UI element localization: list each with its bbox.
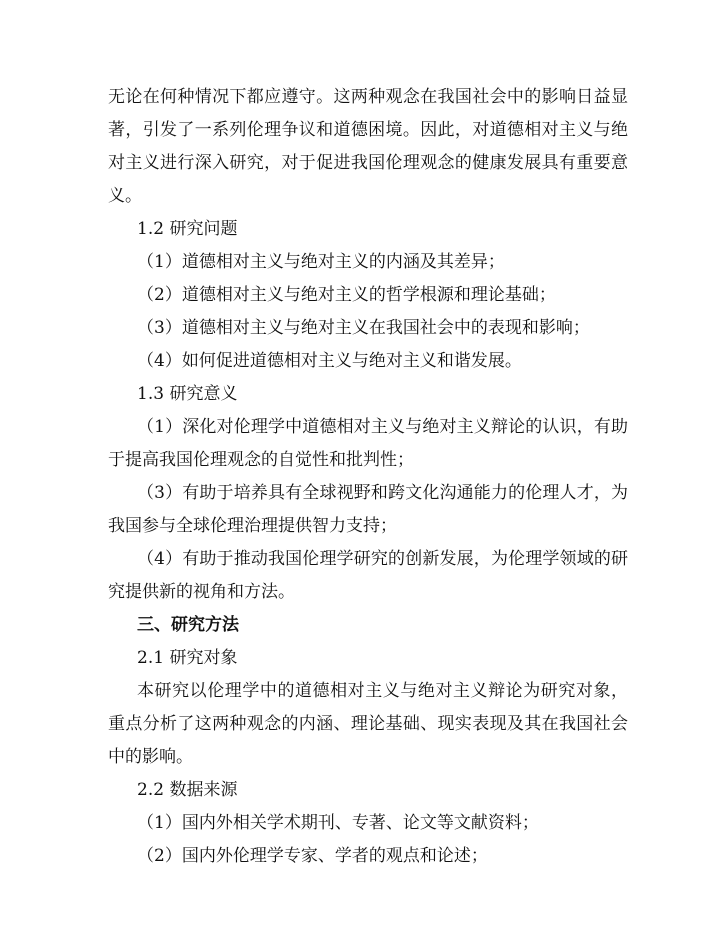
intro-line-3: 对主义进行深入研究，对于促进我国伦理观念的健康发展具有重要意 <box>108 153 628 173</box>
chapter-heading-research-methods: 三、研究方法 <box>137 615 239 635</box>
significance-item-3-line-1: （3）有助于培养具有全球视野和跨文化沟通能力的伦理人才，为 <box>137 483 628 503</box>
object-line-2: 重点分析了这两种观念的内涵、理论基础、现实表现及其在我国社会 <box>108 714 628 734</box>
section-heading-1-2: 1.2 研究问题 <box>137 219 238 239</box>
question-item: （3）道德相对主义与绝对主义在我国社会中的表现和影响； <box>137 318 590 338</box>
question-item: （1）道德相对主义与绝对主义的内涵及其差异； <box>137 252 505 272</box>
section-heading-1-3: 1.3 研究意义 <box>137 384 238 404</box>
significance-item-1-line-2: 于提高我国伦理观念的自觉性和批判性； <box>108 450 414 470</box>
intro-line-4: 义。 <box>108 186 142 206</box>
question-item: （4）如何促进道德相对主义与绝对主义和谐发展。 <box>137 351 522 371</box>
significance-item-4-line-1: （4）有助于推动我国伦理学研究的创新发展，为伦理学领域的研 <box>137 549 628 569</box>
source-item: （2）国内外伦理学专家、学者的观点和论述； <box>137 846 488 866</box>
intro-line-2: 著，引发了一系列伦理争议和道德困境。因此，对道德相对主义与绝 <box>108 120 628 140</box>
section-heading-2-1: 2.1 研究对象 <box>137 648 238 668</box>
source-item: （1）国内外相关学术期刊、专著、论文等文献资料； <box>137 813 539 833</box>
significance-item-1-line-1: （1）深化对伦理学中道德相对主义与绝对主义辩论的认识，有助 <box>137 417 628 437</box>
significance-item-3-line-2: 我国参与全球伦理治理提供智力支持； <box>108 516 397 536</box>
significance-item-4-line-2: 究提供新的视角和方法。 <box>108 582 295 602</box>
question-item: （2）道德相对主义与绝对主义的哲学根源和理论基础； <box>137 285 556 305</box>
object-line-3: 中的影响。 <box>108 747 193 767</box>
intro-line-1: 无论在何种情况下都应遵守。这两种观念在我国社会中的影响日益显 <box>108 87 628 107</box>
section-heading-2-2: 2.2 数据来源 <box>137 780 238 800</box>
object-line-1: 本研究以伦理学中的道德相对主义与绝对主义辩论为研究对象， <box>137 681 628 701</box>
